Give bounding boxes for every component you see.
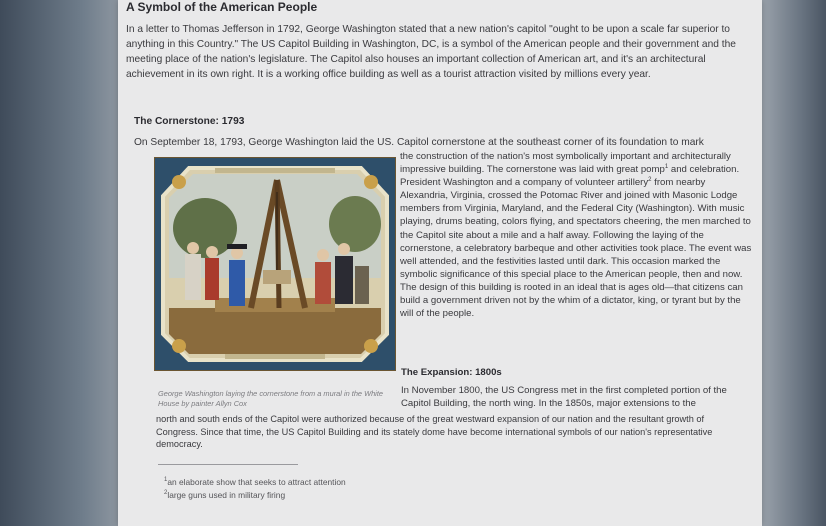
mural-illustration	[155, 158, 395, 370]
expansion-lead-text: In November 1800, the US Congress met in the first completed portion of the Capitol Building, the north wing. In the 1850s, major extensions to the	[401, 385, 727, 410]
footnote-marker-1: 1	[664, 163, 669, 170]
footnote-item	[164, 477, 346, 487]
screen-edge-right	[762, 0, 826, 526]
footnote-divider	[158, 464, 298, 465]
cornerstone-mural-image	[154, 157, 396, 371]
cornerstone-body-text	[400, 150, 754, 320]
expansion-body-text: north and south ends of the Capitol were authorized because of the great westward expansion of our nation and the resultant growth of Congress. Since that time, the US Capitol Building and its stately dome have become international symbols of our nation's representative democracy.	[156, 414, 713, 450]
section-heading-cornerstone: The Cornerstone: 1793	[134, 116, 245, 127]
footnote-item-marker: 1	[164, 477, 168, 484]
document-page	[118, 0, 762, 526]
footnote-item	[164, 490, 285, 500]
page-title: A Symbol of the American People	[126, 0, 318, 14]
cornerstone-lead-text: On September 18, 1793, George Washington laid the US. Capitol cornerstone at the southeast corner of its foundation to mark	[134, 137, 704, 148]
body-text-part-a: the construction of the nation's most symbolically important and architecturally impressive building. The cornerstone was laid with great pomp	[400, 151, 731, 176]
footnote-item-marker: 2	[164, 490, 168, 497]
body-text-part-b: and celebration. President Washington and a company of volunteer artillery	[400, 164, 740, 189]
section-heading-expansion: The Expansion: 1800s	[401, 367, 502, 378]
body-text-part-c: from nearby Alexandria, Virginia, crossed the Potomac River and joined with Masonic Lodge members from Virginia, Maryland, and the Federal City (Washington). With music playing, drums beating, colors flying, and spectators cheering, the men marched to the Capitol site about a mile and a half away. Following the laying of the cornerstone, a celebratory barbeque and other activities took place. The event was well attended, and the festivities lasted until dark. This occasion marked the symbolic significance of this special place to the American people, then and now. The design of this building is rooted in an ideal that is ages old—that citizens can build a government driven not by the whim of a dictator, king, or tyrant but by the will of the people.	[400, 177, 752, 320]
intro-paragraph: In a letter to Thomas Jefferson in 1792, George Washington stated that a new nation's capitol "ought to be upon a scale far superior to anything in this Country." The US Capitol Building in Washington, DC, is a symbol of the American people and their government and the meeting place of the nation's legislature. The Capitol also houses an important collection of American art, and it's an architectural achievement in its own right. It is a working office building as well as a tourist attraction visited by millions every year.	[126, 24, 736, 80]
footnote-item-text: large guns used in military firing	[167, 490, 286, 500]
footnote-item-text: an elaborate show that seeks to attract attention	[167, 477, 346, 487]
screen-edge-left	[0, 0, 118, 526]
figure-caption: George Washington laying the cornerstone from a mural in the White House by painter Allyn Cox	[158, 389, 383, 408]
footnote-marker-2: 2	[648, 177, 652, 183]
